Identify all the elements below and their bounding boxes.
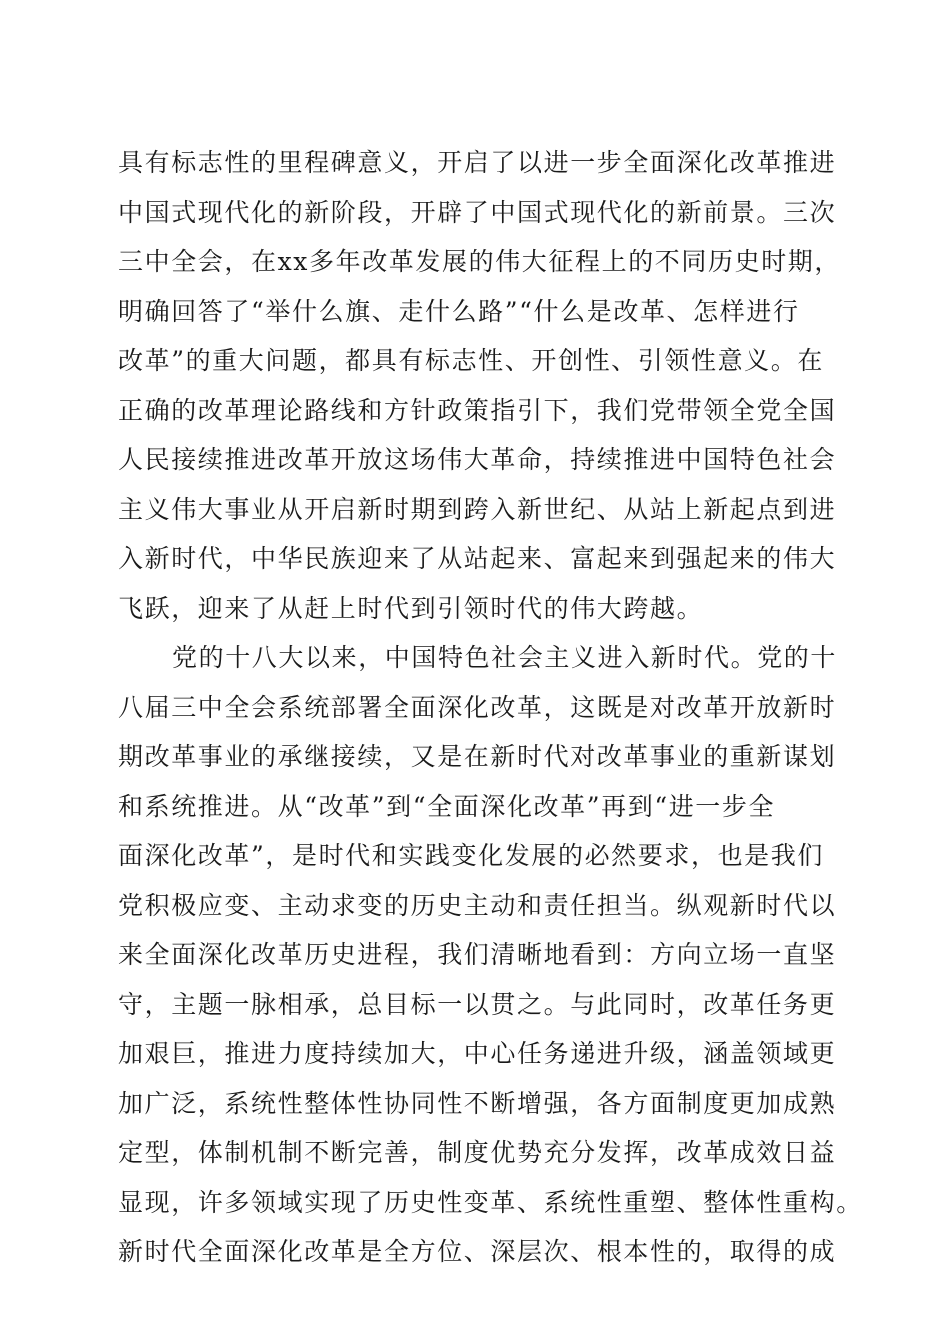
text-line: 中国式现代化的新阶段，开辟了中国式现代化的新前景。三次 (118, 197, 837, 227)
text-line: 党积极应变、主动求变的历史主动和责任担当。纵观新时代以 (118, 890, 837, 920)
text-line: 和系统推进。从“改革”到“全面深化改革”再到“进一步全 (118, 791, 776, 821)
text-line: 显现，许多领域实现了历史性变革、系统性重塑、整体性重构。 (118, 1187, 863, 1217)
text-line: 新时代全面深化改革是全方位、深层次、根本性的，取得的成 (118, 1237, 837, 1266)
text-line: 入新时代，中华民族迎来了从站起来、富起来到强起来的伟大 (118, 544, 837, 573)
paragraph-1 (118, 138, 842, 633)
body-text (118, 138, 863, 1277)
text-line: 明确回答了“举什么旗、走什么路”“什么是改革、怎样进行 (118, 296, 800, 326)
text-line: 加艰巨，推进力度持续加大，中心任务递进升级，涵盖领域更 (118, 1039, 837, 1068)
text-line: 改革”的重大问题，都具有标志性、开创性、引领性意义。在 (118, 346, 824, 375)
paragraph-2 (118, 633, 863, 1277)
text-line: 具有标志性的里程碑意义，开启了以进一步全面深化改革推进 (118, 148, 837, 177)
text-line: 守，主题一脉相承，总目标一以贯之。与此同时，改革任务更 (118, 989, 837, 1019)
text-line: 八届三中全会系统部署全面深化改革，这既是对改革开放新时 (118, 692, 837, 722)
text-line: 来全面深化改革历史进程，我们清晰地看到：方向立场一直坚 (118, 940, 837, 969)
text-line: 加广泛，系统性整体性协同性不断增强，各方面制度更加成熟 (118, 1088, 837, 1118)
text-line: 正确的改革理论路线和方针政策指引下，我们党带领全党全国 (118, 395, 837, 425)
text-line: 飞跃，迎来了从赶上时代到引领时代的伟大跨越。 (118, 593, 704, 623)
text-line: 三中全会，在xx多年改革发展的伟大征程上的不同历史时期， (118, 247, 842, 276)
text-line: 主义伟大事业从开启新时期到跨入新世纪、从站上新起点到进 (118, 494, 837, 524)
text-line: 人民接续推进改革开放这场伟大革命，持续推进中国特色社会 (118, 445, 837, 474)
text-line: 定型，体制机制不断完善，制度优势充分发挥，改革成效日益 (118, 1138, 837, 1167)
text-line: 期改革事业的承继接续，又是在新时代对改革事业的重新谋划 (118, 742, 837, 771)
text-line: 面深化改革”，是时代和实践变化发展的必然要求，也是我们 (118, 841, 824, 870)
text-line-indented: 党的十八大以来，中国特色社会主义进入新时代。党的十 (172, 643, 838, 672)
